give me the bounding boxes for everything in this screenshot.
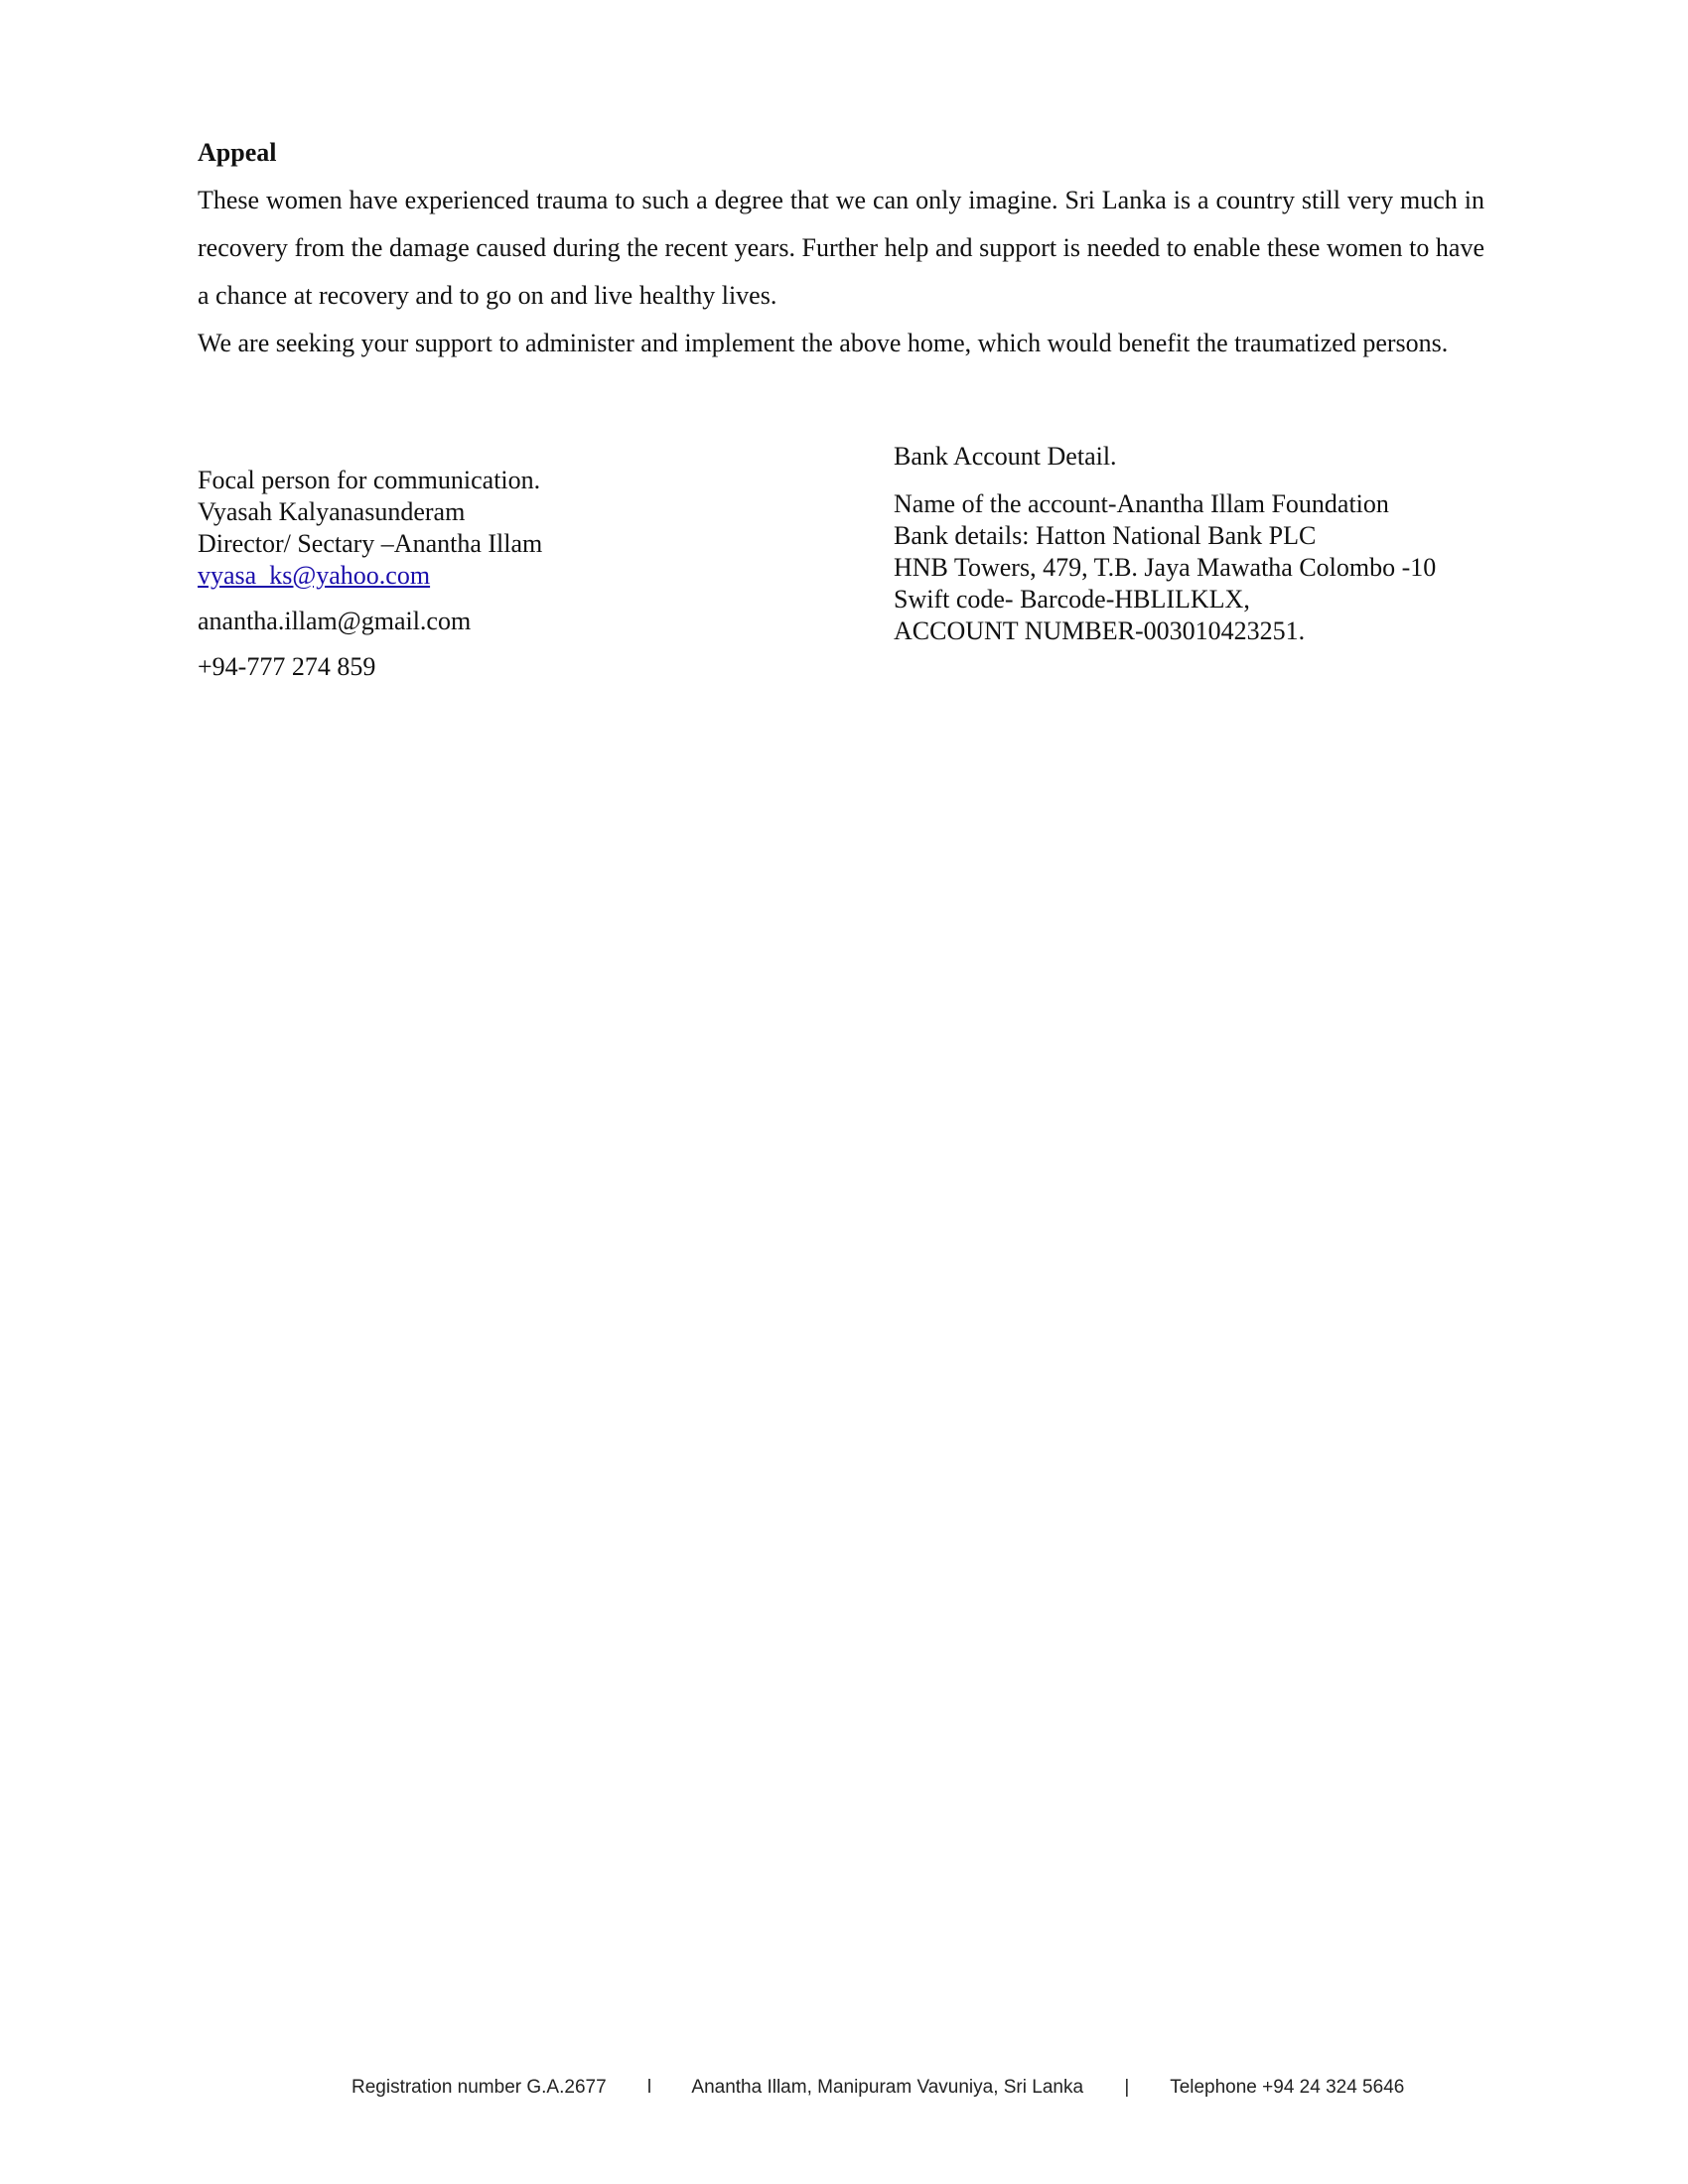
appeal-heading: Appeal [198, 138, 277, 167]
bank-address: HNB Towers, 479, T.B. Jaya Mawatha Colombo -10 [894, 553, 1437, 582]
bank-section [894, 441, 1509, 647]
contact-email-secondary: anantha.illam@gmail.com [198, 607, 472, 635]
contact-name: Vyasah Kalyanasunderam [198, 497, 466, 526]
bank-details: Bank details: Hatton National Bank PLC [894, 521, 1317, 550]
contact-phone: +94-777 274 859 [198, 652, 376, 681]
appeal-paragraph-1: These women have experienced trauma to such a degree that we can only imagine. Sri Lanka is a country still very much in recovery from the damage caused during the recent years. Further help and support is needed to enable these women to have a chance at recovery and to go on and live healthy lives. [198, 186, 1484, 310]
contact-role: Director/ Sectary –Anantha Illam [198, 529, 543, 558]
contact-email-link[interactable]: vyasa_ks@yahoo.com [198, 561, 431, 590]
bank-title: Bank Account Detail. [894, 442, 1117, 471]
bank-account-name: Name of the account-Anantha Illam Foundation [894, 489, 1389, 518]
contact-section [198, 465, 833, 683]
footer-separator-1: l [646, 2077, 652, 2098]
bank-account-number: ACCOUNT NUMBER-003010423251. [894, 616, 1306, 645]
appeal-section [198, 129, 1484, 367]
footer-registration: Registration number G.A.2677 [352, 2077, 607, 2098]
footer-telephone: Telephone +94 24 324 5646 [1170, 2077, 1405, 2098]
contact-title: Focal person for communication. [198, 466, 541, 494]
footer-separator-2: | [1124, 2077, 1130, 2098]
footer-address: Anantha Illam, Manipuram Vavuniya, Sri Lanka [691, 2077, 1084, 2098]
page-footer [352, 2073, 1404, 2103]
bank-swift-code: Swift code- Barcode-HBLILKLX, [894, 585, 1250, 614]
appeal-paragraph-2: We are seeking your support to administer and implement the above home, which would benefit the traumatized persons. [198, 329, 1449, 357]
